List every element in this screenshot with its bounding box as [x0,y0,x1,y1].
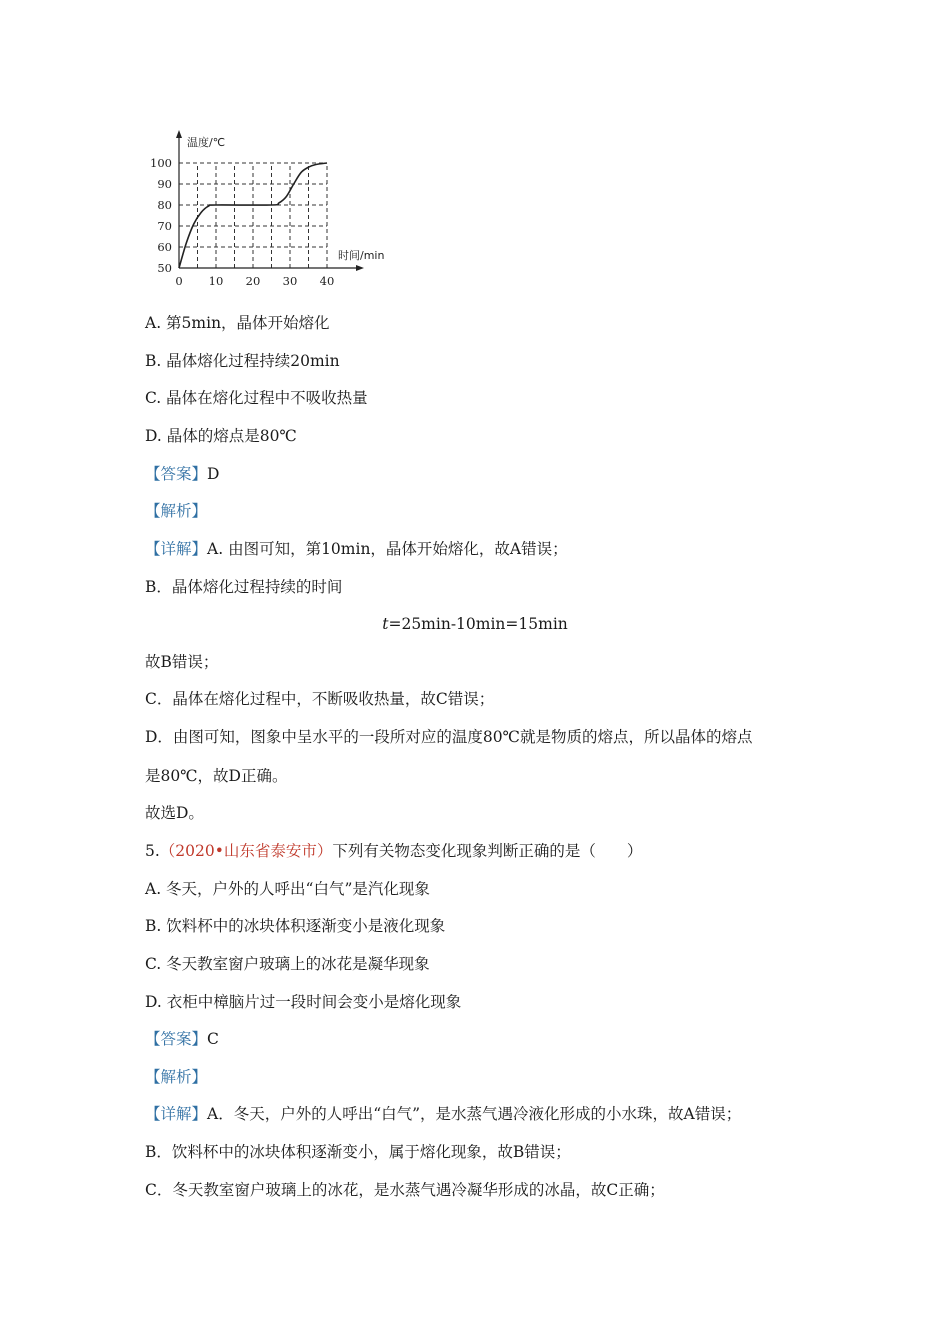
q5-stem-text: 下列有关物态变化现象判断正确的是（ ） [332,842,643,860]
q4-detail-a [145,539,568,559]
q4-analysis-tag: 【解析】 [145,502,208,520]
q4-detail-d2: 是80℃，故D正确。 [145,767,288,785]
y-tick-label: 80 [157,198,172,212]
q4-answer [145,464,219,484]
formula-expression: =25min-10min=15min [388,615,568,633]
chart-axes [176,130,364,271]
q5-number: 5. [145,842,160,860]
detail-a-text: A. 由图可知，第10min，晶体开始熔化，故A错误； [207,540,568,558]
q5-source: （2020•山东省泰安市） [159,842,333,860]
q4-detail-b2: 故B错误； [145,653,219,671]
answer-tag: 【答案】 [145,1030,208,1048]
temperature-time-chart [150,128,400,293]
answer-tag: 【答案】 [145,465,208,483]
q5-analysis-tag: 【解析】 [145,1068,208,1086]
q4-formula [0,614,950,634]
x-tick-label: 10 [208,274,224,288]
answer-value: C [207,1030,219,1048]
q4-option-d: D. 晶体的熔点是80℃ [145,427,297,445]
formula-variable: t [382,615,389,633]
detail-tag: 【详解】 [145,1105,208,1123]
x-tick-label: 30 [282,274,298,288]
q4-detail-c: C．晶体在熔化过程中，不断吸收热量，故C错误； [145,690,495,708]
x-axis-label: 时间/min [338,249,385,262]
q5-option-b: B. 饮料杯中的冰块体积逐渐变小是液化现象 [145,917,446,935]
x-tick-labels [175,274,334,288]
x-tick-label: 20 [245,274,261,288]
x-axis-arrow [356,265,364,271]
y-axis-label: 温度/℃ [187,136,226,149]
q5-stem [145,841,642,861]
q5-detail-a [145,1104,741,1124]
y-axis-arrow [176,130,182,138]
q4-conclusion: 故选D。 [145,804,204,822]
y-tick-label: 50 [157,261,172,275]
q4-detail-d: D．由图可知，图象中呈水平的一段所对应的温度80℃就是物质的熔点，所以晶体的熔点 [145,728,753,746]
q5-option-d: D. 衣柜中樟脑片过一段时间会变小是熔化现象 [145,993,462,1011]
y-tick-label: 100 [150,156,172,170]
detail-a-text: A．冬天，户外的人呼出“白气”，是水蒸气遇冷液化形成的小水珠，故A错误； [207,1105,742,1123]
q4-option-a: A. 第5min，晶体开始熔化 [145,314,330,332]
detail-tag: 【详解】 [145,540,208,558]
q5-detail-b: B．饮料杯中的冰块体积逐渐变小，属于熔化现象，故B错误； [145,1143,571,1161]
y-tick-label: 70 [157,219,172,233]
x-tick-label: 0 [175,274,183,288]
q4-detail-b: B．晶体熔化过程持续的时间 [145,578,343,596]
y-tick-label: 60 [157,240,172,254]
answer-value: D [207,465,220,483]
q5-detail-c: C．冬天教室窗户玻璃上的冰花，是水蒸气遇冷凝华形成的冰晶，故C正确； [145,1181,665,1199]
x-tick-label: 40 [319,274,335,288]
chart-grid [179,163,327,268]
q4-option-c: C. 晶体在熔化过程中不吸收热量 [145,389,368,407]
q5-answer [145,1029,219,1049]
q5-option-c: C. 冬天教室窗户玻璃上的冰花是凝华现象 [145,955,430,973]
q4-option-b: B. 晶体熔化过程持续20min [145,352,340,370]
y-tick-labels [150,156,172,275]
q5-option-a: A. 冬天，户外的人呼出“白气”是汽化现象 [145,880,430,898]
y-tick-label: 90 [157,177,172,191]
